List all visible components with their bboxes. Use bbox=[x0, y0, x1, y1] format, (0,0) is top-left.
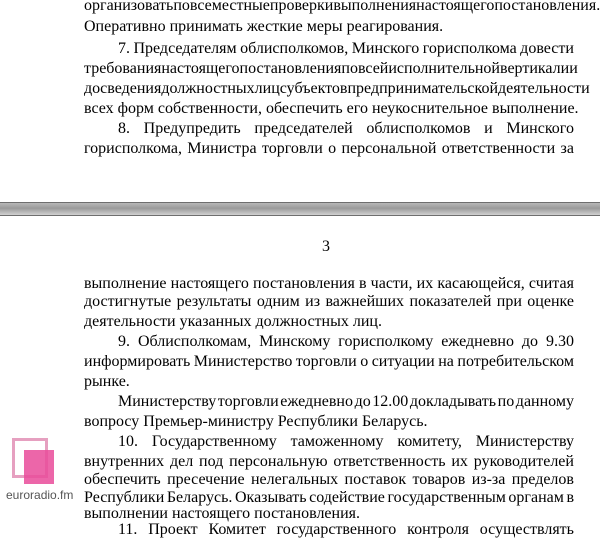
doc-line: деятельности указанных должностных лиц. bbox=[84, 313, 382, 330]
doc-line: до сведения должностных лиц субъектов предпринимательской деятельности bbox=[84, 80, 590, 97]
doc-line: внутренних дел под персональную ответственность их руководителей bbox=[84, 453, 574, 470]
doc-line: 9. Облисполкомам, Минскому горисполкому ежедневно до 9.30 bbox=[118, 333, 574, 350]
logo-block-icon bbox=[24, 450, 54, 484]
doc-line: 7. Председателям облисполкомов, Минского горисполкома довести bbox=[118, 40, 574, 57]
euroradio-logo bbox=[6, 436, 74, 506]
doc-line: обеспечить пресечение нелегальных поставок товаров из-за пределов bbox=[84, 471, 574, 488]
doc-line: 10. Государственному таможенному комитету, Министерству bbox=[118, 433, 574, 450]
doc-line: организовать повсеместные проверки выполнения настоящего постановления. bbox=[84, 0, 600, 14]
doc-line: Оперативно принимать жесткие меры реагирования. bbox=[84, 18, 444, 35]
doc-line: информировать Министерство торговли о ситуации на потребительском bbox=[84, 353, 574, 370]
doc-line: Республики Беларусь. Оказывать содействие государственным органам в bbox=[84, 489, 574, 506]
doc-line: горисполкома, Министра торговли о персональной ответственности за bbox=[84, 140, 574, 157]
doc-line: достигнутые результаты одним из важнейших показателей при оценке bbox=[84, 293, 574, 310]
doc-line: рынке. bbox=[84, 373, 130, 390]
page-separator bbox=[0, 202, 600, 216]
document-page-top bbox=[0, 0, 600, 202]
watermark-text: euroradio.fm bbox=[6, 488, 74, 502]
page-number: 3 bbox=[322, 238, 330, 255]
doc-line: Министерству торговли ежедневно до 12.00 докладывать по данному bbox=[118, 393, 574, 410]
doc-line: 8. Предупредить председателей облисполкомов и Минского bbox=[118, 120, 574, 137]
doc-line: всех форм собственности, обеспечить его неукоснительное выполнение. bbox=[84, 100, 579, 117]
doc-line: вопросу Премьер-министру Республики Беларусь. bbox=[84, 413, 428, 430]
doc-line: выполнение настоящего постановления в части, их касающейся, считая bbox=[84, 275, 574, 292]
doc-line: требования настоящего постановления по всей исполнительной вертикали и bbox=[84, 60, 578, 77]
doc-line: 11. Проект Комитет государственного контроля осуществлять bbox=[118, 521, 574, 538]
doc-line: выполнении настоящего постановления. bbox=[84, 505, 361, 522]
